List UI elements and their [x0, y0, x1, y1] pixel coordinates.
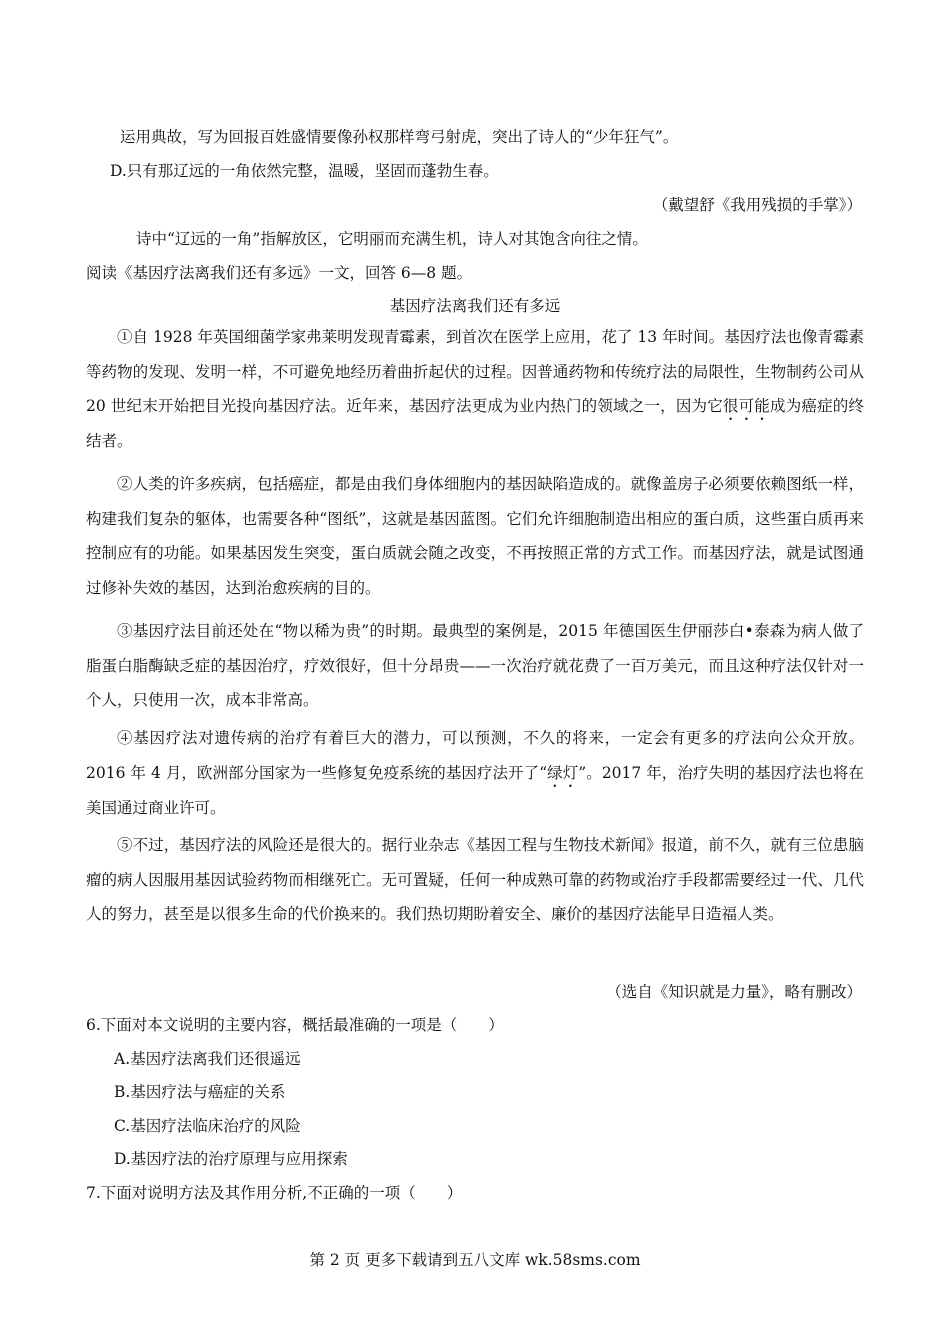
prev-poem-source: （戴望舒《我用残损的手掌》） [652, 196, 862, 214]
question-6-option-a: A.基因疗法离我们还很遥远 [114, 1050, 301, 1068]
article-title: 基因疗法离我们还有多远 [389, 297, 561, 315]
prev-option-d: D.只有那辽远的一角依然完整，温暖，坚固而蓬勃生春。 [110, 162, 499, 180]
prev-analysis-line: 运用典故，写为回报百姓盛情要像孙权那样弯弓射虎，突出了诗人的“少年狂气”。 [120, 128, 679, 146]
question-6-option-d: D.基因疗法的治疗原理与应用探索 [114, 1150, 348, 1168]
question-6-option-c: C.基因疗法临床治疗的风险 [114, 1117, 301, 1135]
article-paragraph-4: ④基因疗法对遗传病的治疗有着巨大的潜力，可以预测，不久的将来，一定会有更多的疗法向公众开放。2016 年 4 月，欧洲部分国家为一些修复免疫系统的基因疗法开了“绿灯”。2017 年，治疗失明的基因疗法也将在美国通过商业许可。 [86, 729, 864, 817]
article-paragraph-3: ③基因疗法目前还处在“物以稀为贵”的时期。最典型的案例是，2015 年德国医生伊丽莎白•泰森为病人做了脂蛋白脂酶缺乏症的基因治疗，疗效很好，但十分昂贵——一次治疗就花费了一百万美元，而且这种疗法仅针对一个人，只使用一次，成本非常高。 [86, 622, 864, 710]
page-footer: 第 2 页 更多下载请到五八文库 wk.58sms.com [309, 1251, 641, 1269]
emphasized-word-green-light: 绿灯 [547, 763, 579, 782]
reading-instruction: 阅读《基因疗法离我们还有多远》一文，回答 6—8 题。 [86, 264, 473, 282]
emphasized-word-possibly: 很可能 [722, 397, 771, 416]
article-source: （选自《知识就是力量》，略有删改） [606, 983, 862, 1001]
article-paragraph-5: ⑤不过，基因疗法的风险还是很大的。据行业杂志《基因工程与生物技术新闻》报道，前不久，就有三位患脑瘤的病人因服用基因试验药物而相继死亡。无可置疑，任何一种成熟可靠的药物或治疗手段都需要经过一代、几代人的努力，甚至是以很多生命的代价换来的。我们热切期盼着安全、廉价的基因疗法能早日造福人类。 [86, 836, 864, 924]
prev-comment: 诗中“辽远的一角”指解放区，它明丽而充满生机，诗人对其饱含向往之情。 [136, 230, 648, 248]
question-7-stem: 7.下面对说明方法及其作用分析,不正确的一项（ ） [86, 1184, 463, 1202]
question-6-option-b: B.基因疗法与癌症的关系 [114, 1083, 286, 1101]
article-paragraph-1: ①自 1928 年英国细菌学家弗莱明发现青霉素，到首次在医学上应用，花了 13 年时间。基因疗法也像青霉素等药物的发现、发明一样，不可避免地经历着曲折起伏的过程。因普通药物和传统疗法的局限性，生物制药公司从 20 世纪末开始把目光投向基因疗法。近年来，基因疗法更成为业内热门的领域之一，因为它很可能成为癌症的终结者。 [86, 328, 864, 451]
question-6-stem: 6.下面对本文说明的主要内容，概括最准确的一项是（ ） [86, 1016, 504, 1034]
article-paragraph-2: ②人类的许多疾病，包括癌症，都是由我们身体细胞内的基因缺陷造成的。就像盖房子必须要依赖图纸一样，构建我们复杂的躯体，也需要各种“图纸”，这就是基因蓝图。它们允许细胞制造出相应的蛋白质，这些蛋白质再来控制应有的功能。如果基因发生突变，蛋白质就会随之改变，不再按照正常的方式工作。而基因疗法，就是试图通过修补失效的基因，达到治愈疾病的目的。 [86, 475, 864, 597]
